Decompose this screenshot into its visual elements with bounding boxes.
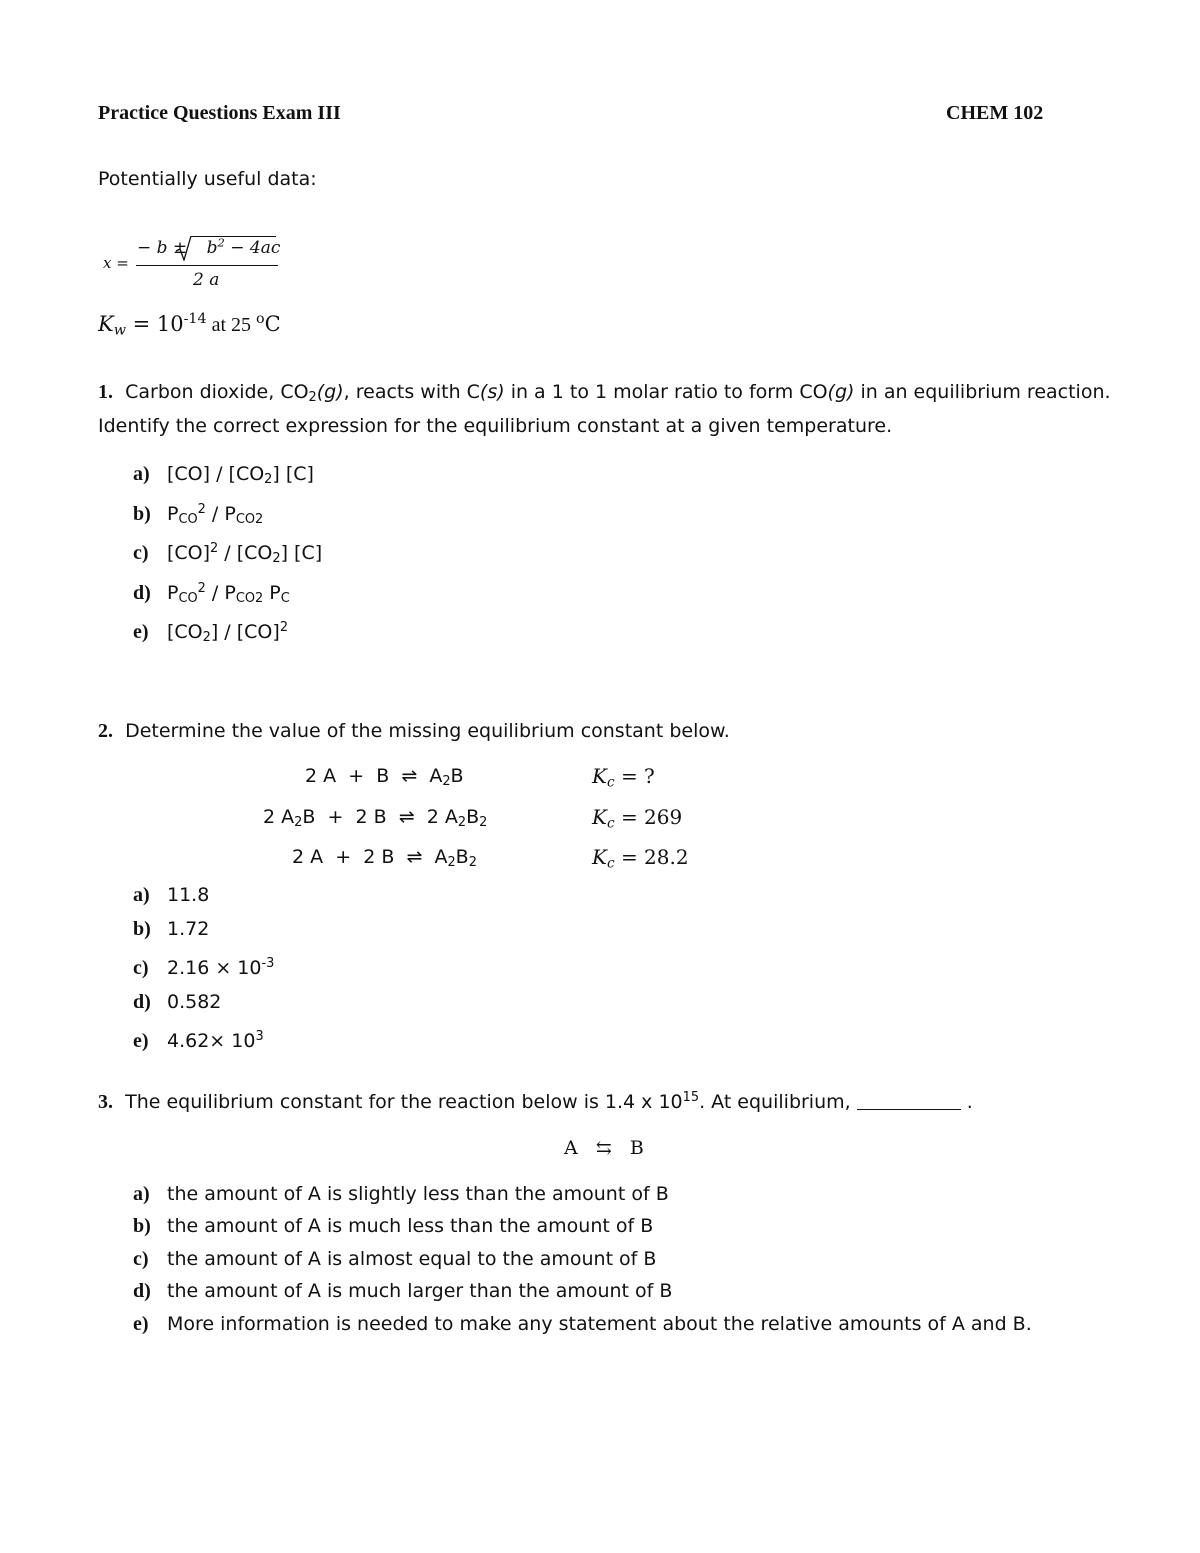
course-code: CHEM 102 (946, 102, 1044, 124)
q2-option-c[interactable]: c) $2.16 \times 10^{-3}$ (133, 955, 275, 979)
q3-option-e[interactable]: e) More information is needed to make any statement about the relative amounts of A and B. (133, 1313, 1032, 1335)
reaction-a-b: A ⇆ B (564, 1137, 644, 1159)
kc-1: $K_c$ = ? (592, 764, 655, 791)
formula-x: x = (103, 254, 129, 272)
q1-option-c[interactable]: c) $[CO]^2 / [CO_2]$ [C] (133, 540, 323, 567)
q3-option-b[interactable]: b) the amount of A is much less than the amount of B (133, 1215, 654, 1237)
q2-option-d[interactable]: d) 0.582 (133, 991, 222, 1013)
page-title: Practice Questions Exam III (98, 102, 341, 124)
question-1-text-line2: Identify the correct expression for the equilibrium constant at a given temperature. (98, 415, 893, 437)
equilibrium-arrow-icon: ⇆ (595, 1137, 612, 1159)
kc-2: $K_c = 269$ (592, 805, 683, 832)
q3-option-a[interactable]: a) the amount of A is slightly less than the amount of B (133, 1183, 669, 1205)
square-root-icon (175, 235, 193, 261)
sqrt-bar (191, 236, 276, 237)
q3-option-c[interactable]: c) the amount of A is almost equal to the amount of B (133, 1248, 657, 1270)
answer-blank[interactable] (857, 1109, 961, 1110)
q1-option-b[interactable]: b) $P_{CO}^2 / P_{CO2}$ (133, 501, 264, 528)
q1-option-d[interactable]: d) $P_{CO}^2 / P_{CO2}$ $P_C$ (133, 580, 290, 607)
q2-option-b[interactable]: b) 1.72 (133, 918, 210, 940)
useful-data-label: Potentially useful data: (98, 168, 317, 190)
question-2-text: 2. Determine the value of the missing equilibrium constant below. (98, 720, 730, 742)
kc-3: $K_c = 28.2$ (592, 845, 689, 872)
question-3-text: 3. The equilibrium constant for the reaction below is 1.4 x $10^{15}$. At equilibrium, . (98, 1089, 973, 1113)
q1-option-a[interactable]: a) $[CO] / [CO_2]$ [C] (133, 463, 314, 488)
q2-option-e[interactable]: e) $4.62\times 10^3$ (133, 1028, 264, 1052)
formula-numerator: − $b \pm b^2 - 4ac$ (137, 235, 281, 258)
question-1-text: 1. Carbon dioxide, $CO_2(g)$, reacts with C(s) in a 1 to 1 molar ratio to form CO(g) in an equilibrium reaction. (98, 381, 1111, 406)
reaction-1: 2 A + B ⇌ $A_2B$ (305, 765, 464, 790)
kw-constant: $K_w = 10^{-14}$ at 25 $^o$C (98, 311, 281, 339)
formula-denominator: 2 a (193, 270, 220, 290)
q1-option-e[interactable]: e) $[CO_2] / [CO]^2$ (133, 619, 289, 646)
reaction-3: 2 A + 2 B ⇌ $A_2B_2$ (292, 846, 477, 871)
reaction-2: 2 $A_2B + 2$ B ⇌ 2 $A_2B_2$ (263, 806, 488, 831)
q3-option-d[interactable]: d) the amount of A is much larger than the amount of B (133, 1280, 673, 1302)
fraction-line (136, 265, 278, 266)
q2-option-a[interactable]: a) 11.8 (133, 884, 210, 906)
